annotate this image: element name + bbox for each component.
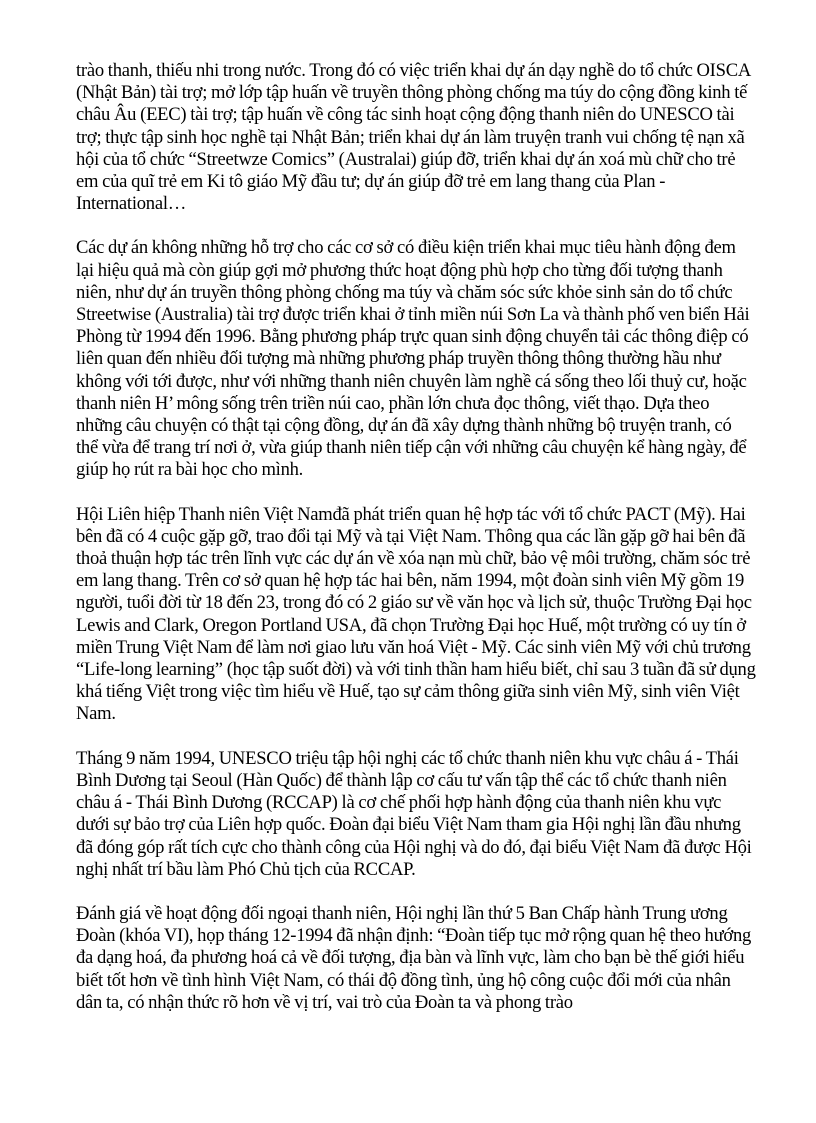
paragraph-pact-cooperation: Hội Liên hiệp Thanh niên Việt Namđã phát triển quan hệ hợp tác với tổ chức PACT (Mỹ). Hai bên đã có 4 cuộc gặp gỡ, trao đổi tại Mỹ và tại Việt Nam. Thông qua các lần gặp gỡ hai bên đã thoả thuận hợp tác trên lĩnh vực các dự án về xóa nạn mù chữ, bảo vệ môi trường, chăm sóc trẻ em lang thang. Trên cơ sở quan hệ hợp tác hai bên, năm 1994, một đoàn sinh viên Mỹ gồm 19 người, tuổi đời từ 18 đến 23, trong đó có 2 giáo sư về văn học và lịch sử, thuộc Trường Đại học Lewis and Clark, Oregon Portland USA, đã chọn Trường Đại học Huế, một trường có uy tín ở miền Trung Việt Nam để làm nơi giao lưu văn hoá Việt - Mỹ. Các sinh viên Mỹ với chủ trương “Life-long learning” (học tập suốt đời) và với tinh thần ham hiểu biết, chỉ sau 3 tuần đã sử dụng khá tiếng Việt trong việc tìm hiểu về Huế, tạo sự cảm thông giữa sinh viên Mỹ, sinh viên Việt Nam. bbox=[76, 503, 756, 725]
paragraph-rccap-conference: Tháng 9 năm 1994, UNESCO triệu tập hội nghị các tổ chức thanh niên khu vực châu á - Thái Bình Dương tại Seoul (Hàn Quốc) để thành lập cơ cấu tư vấn tập thể các tổ chức thanh niên châu á - Thái Bình Dương (RCCAP) là cơ chế phối hợp hành động của thanh niên khu vực dưới sự bảo trợ của Liên hợp quốc. Đoàn đại biểu Việt Nam tham gia Hội nghị lần đầu nhưng đã đóng góp rất tích cực cho thành công của Hội nghị và do đó, đại biểu Việt Nam đã được Hội nghị nhất trí bầu làm Phó Chủ tịch của RCCAP. bbox=[76, 747, 752, 880]
paragraph-project-support: Các dự án không những hỗ trợ cho các cơ sở có điều kiện triển khai mục tiêu hành động đem lại hiệu quả mà còn giúp gợi mở phương thức hoạt động phù hợp cho từng đối tượng thanh niên, như dự án truyền thông phòng chống ma túy và chăm sóc sức khỏe sinh sản do tổ chức Streetwise (Australia) tài trợ được triển khai ở tỉnh miền núi Sơn La và thành phố ven biển Hải Phòng từ 1994 đến 1996. Bằng phương pháp trực quan sinh động chuyển tải các thông điệp có liên quan đến nhiều đối tượng mà những phương pháp truyền thông thông thường hầu như không với tới được, như với những thanh niên chuyên làm nghề cá sống theo lối thuỷ cư, hoặc thanh niên H’ mông sống trên triền núi cao, phần lớn chưa đọc thông, viết thạo. Dựa theo những câu chuyện có thật tại cộng đồng, dự án đã xây dựng thành những bộ truyện tranh, có thể vừa để trang trí nơi ở, vừa giúp thanh niên tiếp cận với những câu chuyện kể hàng ngày, để giúp họ rút ra bài học cho mình. bbox=[76, 237, 750, 481]
document-page bbox=[76, 60, 756, 1036]
paragraph-assessment: Đánh giá về hoạt động đối ngoại thanh niên, Hội nghị lần thứ 5 Ban Chấp hành Trung ương Đoàn (khóa VI), họp tháng 12-1994 đã nhận định: “Đoàn tiếp tục mở rộng quan hệ theo hướng đa dạng hoá, đa phương hoá cả về đối tượng, địa bàn và lĩnh vực, làm cho bạn bè thế giới hiểu biết tốt hơn về tình hình Việt Nam, có thái độ đồng tình, ủng hộ công cuộc đổi mới của nhân dân ta, có nhận thức rõ hơn về vị trí, vai trò của Đoàn ta và phong trào bbox=[76, 902, 752, 1013]
paragraph-international-projects: trào thanh, thiếu nhi trong nước. Trong đó có việc triển khai dự án dạy nghề do tổ chức OISCA (Nhật Bản) tài trợ; mở lớp tập huấn về truyền thông phòng chống ma túy do cộng đồng kinh tế châu Âu (EEC) tài trợ; tập huấn về công tác sinh hoạt cộng động thanh niên do UNESCO tài trợ; thực tập sinh học nghề tại Nhật Bản; triển khai dự án làm truyện tranh vui chống tệ nạn xã hội của tổ chức “Streetwze Comics” (Australai) giúp đỡ, triển khai dự án xoá mù chữ cho trẻ em của quĩ trẻ em Ki tô giáo Mỹ đầu tư; dự án giúp đỡ trẻ em lang thang của Plan - International… bbox=[76, 60, 750, 215]
